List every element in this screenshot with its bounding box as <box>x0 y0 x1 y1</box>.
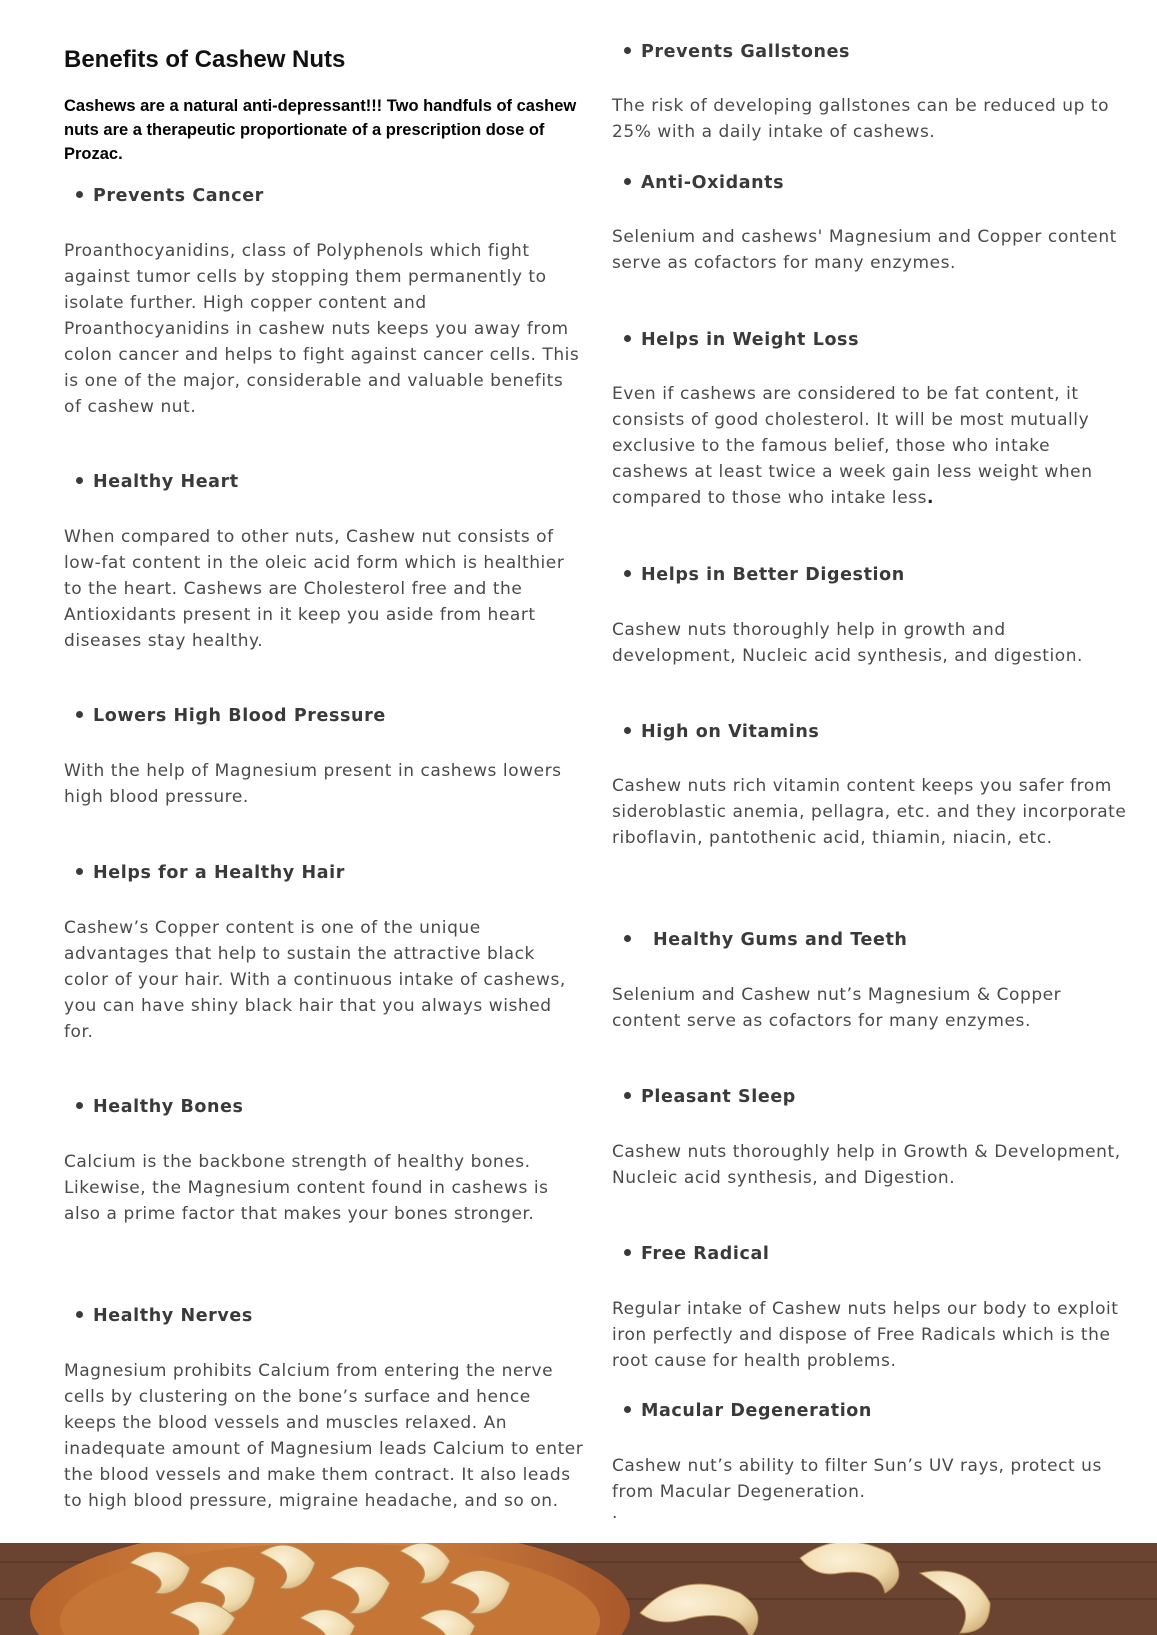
heading-anti-oxidants: Anti-Oxidants <box>624 173 784 193</box>
bullet-icon <box>76 868 83 875</box>
intro-statement: Cashews are a natural anti-depressant!!! Two handfuls of cashew nuts are a therapeutic proportionate of a prescription dose of Prozac. <box>64 97 577 163</box>
paragraph-healthy-bones: Calcium is the backbone strength of healthy bones. Likewise, the Magnesium content found in cashews is also a prime factor that makes your bones stronger. <box>64 1152 549 1224</box>
paragraph-weight-loss: Even if cashews are considered to be fat content, it consists of good cholesterol. It will be most mutually exclusive to the famous belief, those who intake cashews at least twice a week gain less weight when compared to those who intake less. <box>612 384 1093 508</box>
paragraph-lowers-blood-pressure: With the help of Magnesium present in cashews lowers high blood pressure. <box>64 761 562 807</box>
heading-healthy-nerves: Healthy Nerves <box>76 1306 253 1326</box>
heading-prevents-cancer: Prevents Cancer <box>76 186 264 206</box>
paragraph-anti-oxidants: Selenium and cashews' Magnesium and Copper content serve as cofactors for many enzymes. <box>612 227 1117 273</box>
bullet-icon <box>76 711 83 718</box>
bullet-icon <box>624 178 631 185</box>
bullet-icon <box>624 1406 631 1413</box>
paragraph-healthy-hair: Cashew’s Copper content is one of the unique advantages that help to sustain the attractive black color of your hair. With a continuous intake of cashews, you can have shiny black hair that you always wished for. <box>64 918 566 1042</box>
heading-healthy-hair: Helps for a Healthy Hair <box>76 863 345 883</box>
bullet-icon <box>624 727 631 734</box>
paragraph-prevents-gallstones: The risk of developing gallstones can be reduced up to 25% with a daily intake of cashews. <box>612 96 1110 142</box>
heading-healthy-heart: Healthy Heart <box>76 472 239 492</box>
bullet-icon <box>76 1311 83 1318</box>
paragraph-better-digestion: Cashew nuts thoroughly help in growth and development, Nucleic acid synthesis, and digestion. <box>612 620 1083 666</box>
paragraph-free-radical: Regular intake of Cashew nuts helps our body to exploit iron perfectly and dispose of Free Radicals which is the root cause for health problems. <box>612 1299 1119 1371</box>
heading-better-digestion: Helps in Better Digestion <box>624 565 905 585</box>
heading-free-radical: Free Radical <box>624 1244 770 1264</box>
bullet-icon <box>624 335 631 342</box>
bullet-icon <box>624 570 631 577</box>
bullet-icon <box>76 477 83 484</box>
paragraph-high-on-vitamins: Cashew nuts rich vitamin content keeps you safer from sideroblastic anemia, pellagra, etc. and they incorporate riboflavin, pantothenic acid, thiamin, niacin, etc. <box>612 776 1127 848</box>
bullet-icon <box>624 1249 631 1256</box>
trailing-mark: . <box>612 1503 618 1523</box>
cashew-photo-illustration <box>0 1543 1157 1635</box>
paragraph-macular-degeneration: Cashew nut’s ability to filter Sun’s UV rays, protect us from Macular Degeneration. <box>612 1456 1102 1502</box>
cashew-nuts-photo <box>0 1543 1157 1635</box>
bullet-icon <box>76 191 83 198</box>
heading-weight-loss: Helps in Weight Loss <box>624 330 859 350</box>
heading-high-on-vitamins: High on Vitamins <box>624 722 819 742</box>
page-title: Benefits of Cashew Nuts <box>64 46 346 73</box>
paragraph-gums-and-teeth: Selenium and Cashew nut’s Magnesium & Copper content serve as cofactors for many enzymes. <box>612 985 1062 1031</box>
heading-lowers-blood-pressure: Lowers High Blood Pressure <box>76 706 386 726</box>
bullet-icon <box>76 1102 83 1109</box>
paragraph-prevents-cancer: Proanthocyanidins, class of Polyphenols which fight against tumor cells by stopping them permanently to isolate further. High copper content and Proanthocyanidins in cashew nuts keeps you away from colon cancer and helps to fight against cancer cells. This is one of the major, considerable and valuable benefits of cashew nut. <box>64 241 580 417</box>
heading-gums-and-teeth: Healthy Gums and Teeth <box>624 930 907 950</box>
paragraph-pleasant-sleep: Cashew nuts thoroughly help in Growth & Development, Nucleic acid synthesis, and Digestion. <box>612 1142 1121 1188</box>
heading-macular-degeneration: Macular Degeneration <box>624 1401 872 1421</box>
paragraph-healthy-heart: When compared to other nuts, Cashew nut consists of low-fat content in the oleic acid form which is healthier to the heart. Cashews are Cholesterol free and the Antioxidants present in it keep you aside from heart diseases stay healthy. <box>64 527 565 651</box>
bullet-icon <box>624 47 631 54</box>
heading-pleasant-sleep: Pleasant Sleep <box>624 1087 796 1107</box>
heading-prevents-gallstones: Prevents Gallstones <box>624 42 850 62</box>
bullet-icon <box>624 1092 631 1099</box>
heading-healthy-bones: Healthy Bones <box>76 1097 244 1117</box>
paragraph-healthy-nerves: Magnesium prohibits Calcium from entering the nerve cells by clustering on the bone’s surface and hence keeps the blood vessels and muscles relaxed. An inadequate amount of Magnesium leads Calcium to enter the blood vessels and make them contract. It also leads to high blood pressure, migraine headache, and so on. <box>64 1361 584 1511</box>
bullet-icon <box>624 935 631 942</box>
